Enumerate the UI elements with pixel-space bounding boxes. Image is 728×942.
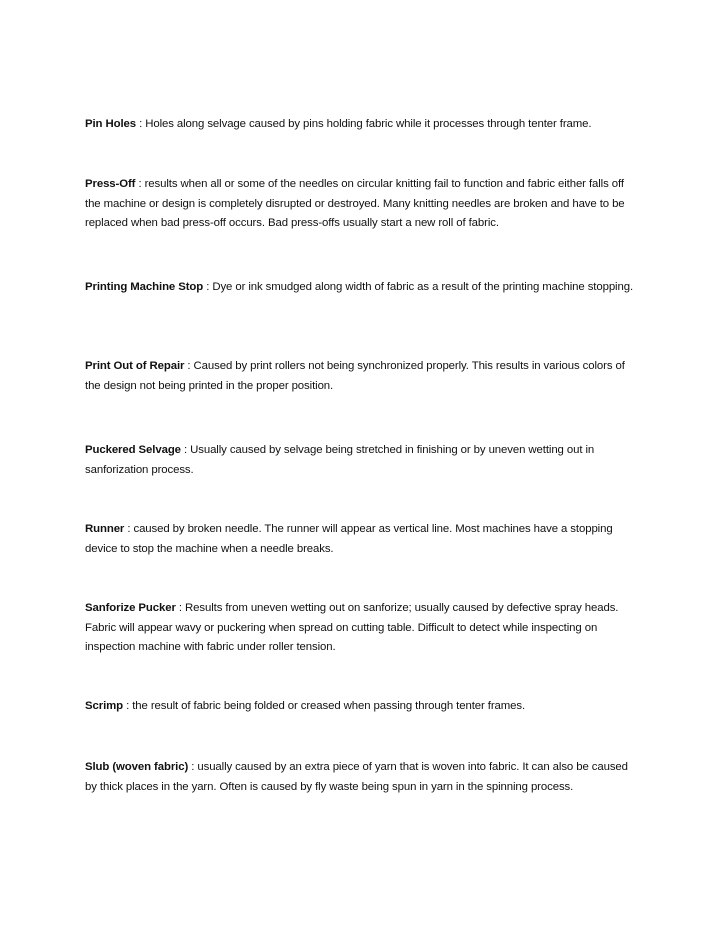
entry-term: Slub (woven fabric) [85, 761, 189, 773]
entry-sanforize-pucker [85, 599, 637, 658]
entry-term: Printing Machine Stop [85, 281, 204, 293]
entry-press-off [85, 175, 637, 234]
entry-definition: : usually caused by an extra piece of yarn that is woven into fabric. It can also be caused by thick places in the yarn. Often is caused by fly waste being spun in yarn in the spinning process. [85, 761, 628, 793]
entry-printing-machine-stop [85, 278, 637, 298]
entry-definition: : Caused by print rollers not being synchronized properly. This results in various colors of the design not being printed in the proper position. [85, 360, 625, 392]
entry-term: Scrimp [85, 700, 124, 712]
entry-definition: : Dye or ink smudged along width of fabric as a result of the printing machine stopping. [203, 281, 634, 293]
entry-definition: : the result of fabric being folded or creased when passing through tenter frames. [123, 700, 526, 712]
entry-slub-woven-fabric [85, 758, 637, 797]
entry-term: Runner [85, 523, 125, 535]
entry-definition: : Results from uneven wetting out on sanforize; usually caused by defective spray heads. Fabric will appear wavy or puckering when spread on cutting table. Difficult to detect while inspecting on inspection machine with fabric under roller tension. [85, 602, 619, 653]
entry-term: Puckered Selvage [85, 444, 181, 456]
entry-definition: : Holes along selvage caused by pins holding fabric while it processes through tenter frame. [136, 118, 592, 130]
entry-print-out-of-repair [85, 357, 637, 396]
entry-definition: : caused by broken needle. The runner will appear as vertical line. Most machines have a stopping device to stop the machine when a needle breaks. [85, 523, 613, 555]
entry-term: Press-Off [85, 178, 136, 190]
entry-term: Sanforize Pucker [85, 602, 176, 614]
entry-term: Print Out of Repair [85, 360, 185, 372]
entry-scrimp [85, 697, 637, 717]
entry-runner [85, 520, 637, 559]
entry-puckered-selvage [85, 441, 637, 480]
entry-pin-holes [85, 115, 637, 135]
entry-definition: : results when all or some of the needles on circular knitting fail to function and fabric either falls off the machine or design is completely disrupted or destroyed. Many knitting needles are broken and have to be replaced when bad press-off occurs. Bad press-offs usually start a new roll of fabric. [85, 178, 625, 229]
entry-term: Pin Holes [85, 118, 137, 130]
entry-definition: : Usually caused by selvage being stretched in finishing or by uneven wetting out in sanforization process. [85, 444, 595, 476]
